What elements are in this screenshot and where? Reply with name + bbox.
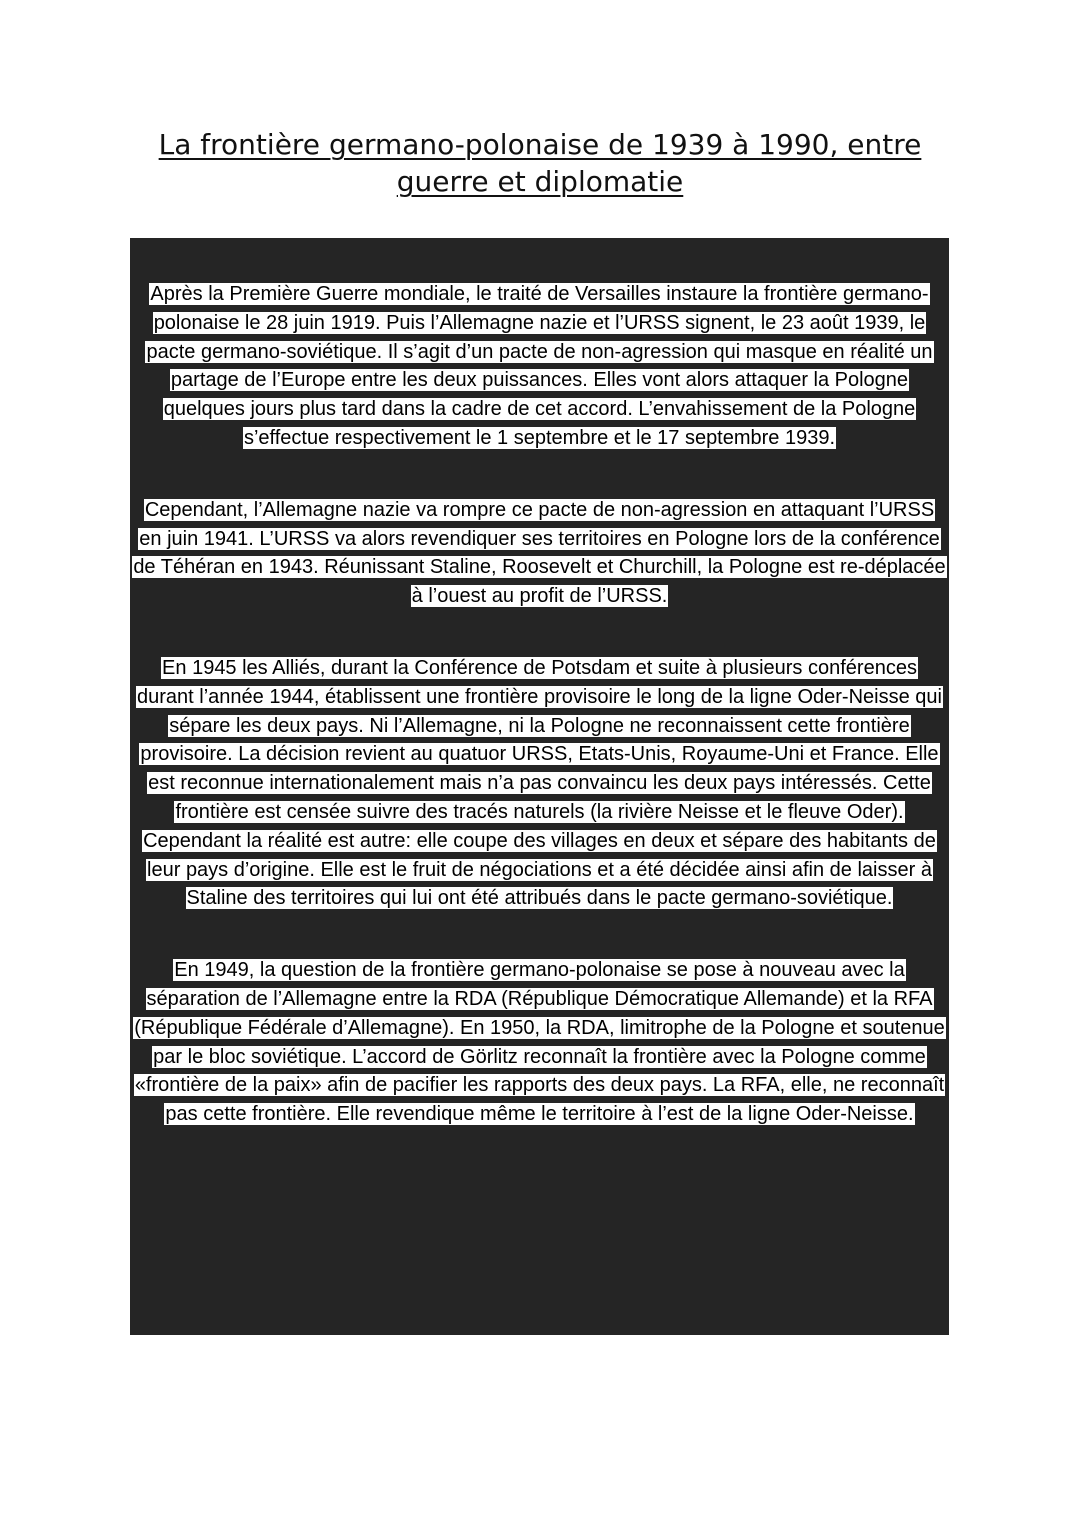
paragraph-text: En 1945 les Alliés, durant la Conférence de Potsdam et suite à plusieurs conférences durant l’année 1944, établissent une frontière provisoire le long de la ligne Oder-Neisse qui sépare les deux pays. Ni l’Allemagne, ni la Pologne ne reconnaissent cette frontière provisoire. La décision revient au quatuor URSS, Etats-Unis, Royaume-Uni et France. Elle est reconnue internationalement mais n’a pas convaincu les deux pays intéressés. Cette frontière est censée suivre des tracés naturels (la rivière Neisse et le fleuve Oder). Cependant la réalité est autre: elle coupe des villages en deux et sépare des habitants de leur pays d’origine. Elle est le fruit de négociations et a été décidée ainsi afin de laisser à Staline des territoires qui lui ont été attribués dans le pacte germano-soviétique. [137,656,942,910]
paragraph-tehran-conference [130,496,949,611]
paragraph-rda-rfa-gorlitz [130,956,949,1129]
page-title: La frontière germano-polonaise de 1939 à 1990, entre guerre et diplomatie [158,128,922,198]
paragraph-text: En 1949, la question de la frontière germano-polonaise se pose à nouveau avec la séparation de l’Allemagne entre la RDA (République Démocratique Allemande) et la RFA (République Fédérale d’Allemagne). En 1950, la RDA, limitrophe de la Pologne et soutenue par le bloc soviétique. L’accord de Görlitz reconnaît la frontière avec la Pologne comme «frontière de la paix» afin de pacifier les rapports des deux pays. La RFA, elle, ne reconnaît pas cette frontière. Elle revendique même le territoire à l’est de la ligne Oder-Neisse. [134,959,945,1126]
paragraph-potsdam-oder-neisse [130,654,949,913]
text-panel [130,238,949,1335]
paragraph-versailles-pact [130,280,949,453]
paragraph-text: Après la Première Guerre mondiale, le traité de Versailles instaure la frontière germano-polonaise le 28 juin 1919. Puis l’Allemagne nazie et l’URSS signent, le 23 août 1939, le pacte germano-soviétique. Il s’agit d’un pacte de non-agression qui masque en réalité un partage de l’Europe entre les deux puissances. Elles vont alors attaquer la Pologne quelques jours plus tard dans la cadre de cet accord. L’envahissement de la Pologne s’effectue respectivement le 1 septembre et le 17 septembre 1939. [146,283,933,449]
paragraph-text: Cependant, l’Allemagne nazie va rompre ce pacte de non-agression en attaquant l’URSS en juin 1941. L’URSS va alors revendiquer ses territoires en Pologne lors de la conférence de Téhéran en 1943. Réunissant Staline, Roosevelt et Churchill, la Pologne est re-déplacée à l’ouest au profit de l’URSS. [133,498,946,608]
